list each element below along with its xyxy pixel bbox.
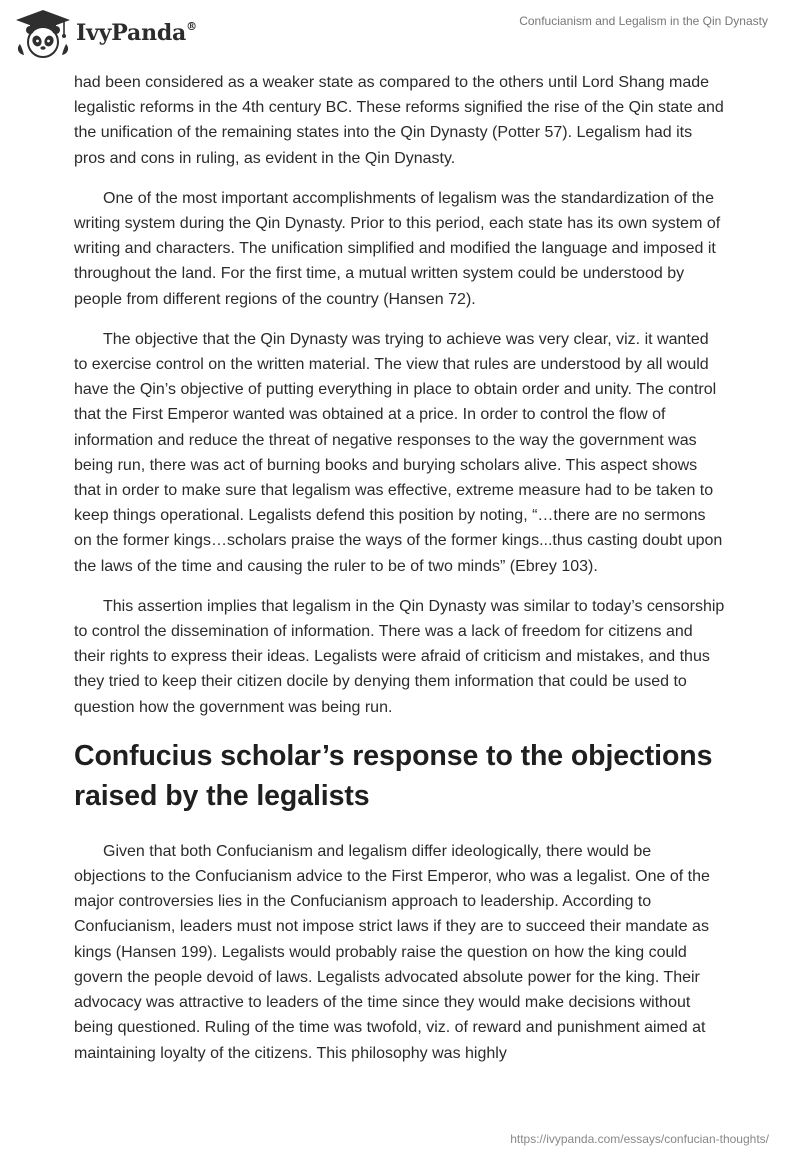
article-body bbox=[74, 70, 726, 1081]
footer-source-url[interactable]: https://ivypanda.com/essays/confucian-thoughts/ bbox=[510, 1132, 769, 1146]
document-title: Confucianism and Legalism in the Qin Dynasty bbox=[519, 14, 768, 28]
panda-graduate-icon[interactable] bbox=[14, 8, 72, 60]
section-heading: Confucius scholar’s response to the objections raised by the legalists bbox=[74, 739, 713, 812]
paragraph-1: had been considered as a weaker state as compared to the others until Lord Shang made legalistic reforms in the 4th century BC. These reforms signified the rise of the Qin state and the unification of the remaining states into the Qin Dynasty (Potter 57). Legalism had its pros and cons in ruling, as evident in the Qin Dynasty. bbox=[74, 74, 724, 167]
section-paragraph-1: Given that both Confucianism and legalism differ ideologically, there would be objections to the Confucianism advice to the First Emperor, who was a legalist. One of the major controversies lies in the Confucianism approach to leadership. According to Confucianism, leaders must not impose strict laws if they are to succeed their mandate as kings (Hansen 199). Legalists would probably raise the question on how the king could govern the people devoid of laws. Legalists advocated absolute power for the king. Their advocacy was attractive to leaders of the time since they would make decisions without being questioned. Ruling of the time was twofold, viz. of reward and punishment aimed at maintaining loyalty of the citizens. This philosophy was highly bbox=[74, 842, 710, 1062]
paragraph-2: One of the most important accomplishments of legalism was the standardization of the writing system during the Qin Dynasty. Prior to this period, each state has its own system of writing and characters. The unification simplified and modified the language and imposed it throughout the land. For the first time, a mutual written system could be understood by people from different regions of the country (Hansen 72). bbox=[74, 189, 721, 308]
page-header bbox=[0, 0, 800, 68]
paragraph-3: The objective that the Qin Dynasty was trying to achieve was very clear, viz. it wanted to exercise control on the written material. The view that rules are understood by all would have the Qin’s objective of putting everything in place to obtain order and unity. The control that the First Emperor wanted was obtained at a price. In order to control the flow of information and reduce the threat of negative responses to the way the government was being run, there was act of burning books and burying scholars alive. This aspect shows that in order to make sure that legalism was effective, extreme measure had to be taken to keep things operational. Legalists defend this position by noting, “…there are no sermons on the former kings…scholars praise the ways of the former kings...thus casting doubt upon the laws of the time and causing the ruler to be of two minds” (Ebrey 103). bbox=[74, 330, 723, 575]
brand-text: IvyPanda bbox=[76, 20, 187, 46]
brand-name[interactable] bbox=[76, 20, 197, 46]
trademark-symbol: ® bbox=[186, 19, 197, 33]
paragraph-4: This assertion implies that legalism in the Qin Dynasty was similar to today’s censorship to control the dissemination of information. There was a lack of freedom for citizens and their rights to express their ideas. Legalists were afraid of criticism and mistakes, and thus they tried to keep their citizen docile by denying them information that could be used to question how the government was being run. bbox=[74, 597, 725, 716]
